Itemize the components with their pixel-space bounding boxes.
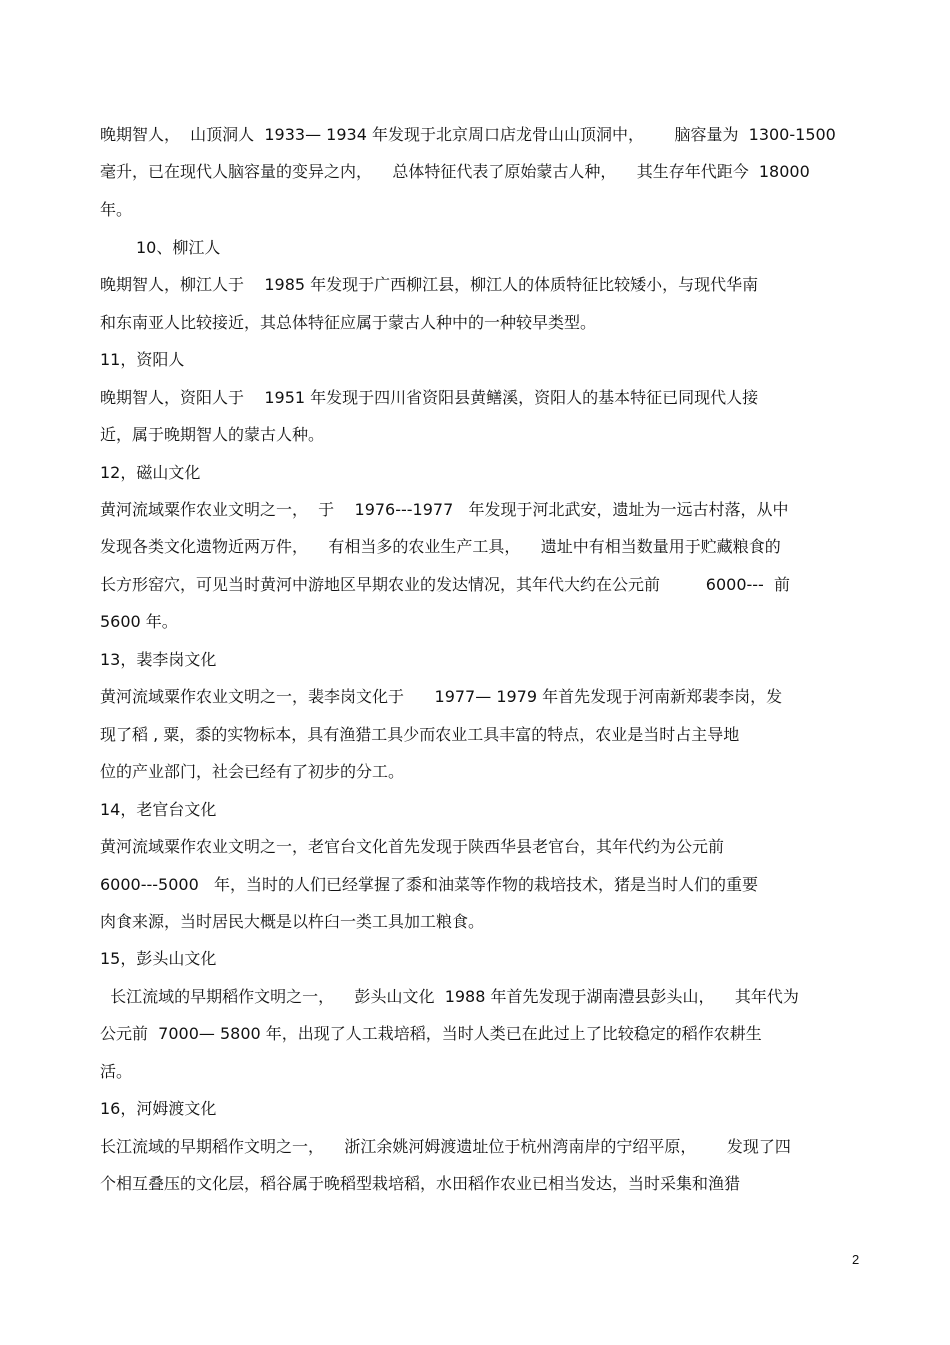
paragraph-line: 6000---5000 年，当时的人们已经掌握了黍和油菜等作物的栽培技术，猪是当时人们的重要: [100, 875, 759, 894]
paragraph-line: 黄河流域粟作农业文明之一，裴李岗文化于 1977— 1979 年首先发现于河南新郑裴李岗，发: [100, 687, 783, 706]
paragraph-line: 肉食来源，当时居民大概是以杵臼一类工具加工粮食。: [100, 912, 485, 931]
paragraph-line: 长江流域的早期稻作文明之一， 彭头山文化 1988 年首先发现于湖南澧县彭头山， 其年代为: [100, 987, 799, 1006]
paragraph-line: 晚期智人，柳江人于 1985 年发现于广西柳江县，柳江人的体质特征比较矮小，与现代华南: [100, 275, 759, 294]
section-heading-pengtoushan: 15，彭头山文化: [100, 949, 217, 968]
section-heading-liujiang: 10、柳江人: [136, 238, 221, 257]
paragraph-line: 个相互叠压的文化层，稻谷属于晚稻型栽培稻，水田稻作农业已相当发达，当时采集和渔猎: [100, 1174, 741, 1193]
paragraph-line: 现了稻 , 粟，黍的实物标本，具有渔猎工具少而农业工具丰富的特点，农业是当时占主导地: [100, 725, 740, 744]
section-heading-peiligang: 13，裴李岗文化: [100, 650, 217, 669]
section-heading-cishan: 12，磁山文化: [100, 463, 201, 482]
paragraph-line: 和东南亚人比较接近，其总体特征应属于蒙古人种中的一种较早类型。: [100, 313, 597, 332]
paragraph-line: 毫升，已在现代人脑容量的变异之内， 总体特征代表了原始蒙古人种， 其生存年代距今 18000: [100, 162, 810, 181]
paragraph-line: 长江流域的早期稻作文明之一， 浙江余姚河姆渡遗址位于杭州湾南岸的宁绍平原， 发现了四: [100, 1137, 791, 1156]
page-number: 2: [852, 1252, 860, 1267]
paragraph-line: 年。: [100, 200, 133, 219]
section-heading-hemudu: 16，河姆渡文化: [100, 1099, 217, 1118]
paragraph-line: 晚期智人， 山顶洞人 1933— 1934 年发现于北京周口店龙骨山山顶洞中， 脑容量为 1300-1500: [100, 125, 836, 144]
paragraph-line: 5600 年。: [100, 612, 178, 631]
paragraph-line: 近，属于晚期智人的蒙古人种。: [100, 425, 325, 444]
paragraph-line: 位的产业部门，社会已经有了初步的分工。: [100, 762, 405, 781]
paragraph-line: 黄河流域粟作农业文明之一， 于 1976---1977 年发现于河北武安，遗址为一远古村落，从中: [100, 500, 789, 519]
section-heading-laoguantai: 14，老官台文化: [100, 800, 217, 819]
paragraph-line: 公元前 7000— 5800 年，出现了人工栽培稻，当时人类已在此过上了比较稳定的稻作农耕生: [100, 1024, 762, 1043]
paragraph-line: 晚期智人，资阳人于 1951 年发现于四川省资阳县黄鳝溪，资阳人的基本特征已同现代人接: [100, 388, 759, 407]
section-heading-ziyang: 11，资阳人: [100, 350, 185, 369]
paragraph-line: 黄河流域粟作农业文明之一，老官台文化首先发现于陕西华县老官台，其年代约为公元前: [100, 837, 725, 856]
paragraph-line: 活。: [100, 1062, 133, 1081]
paragraph-line: 长方形窑穴，可见当时黄河中游地区早期农业的发达情况，其年代大约在公元前 6000--- 前: [100, 575, 790, 594]
paragraph-line: 发现各类文化遗物近两万件， 有相当多的农业生产工具， 遗址中有相当数量用于贮藏粮食的: [100, 537, 781, 556]
